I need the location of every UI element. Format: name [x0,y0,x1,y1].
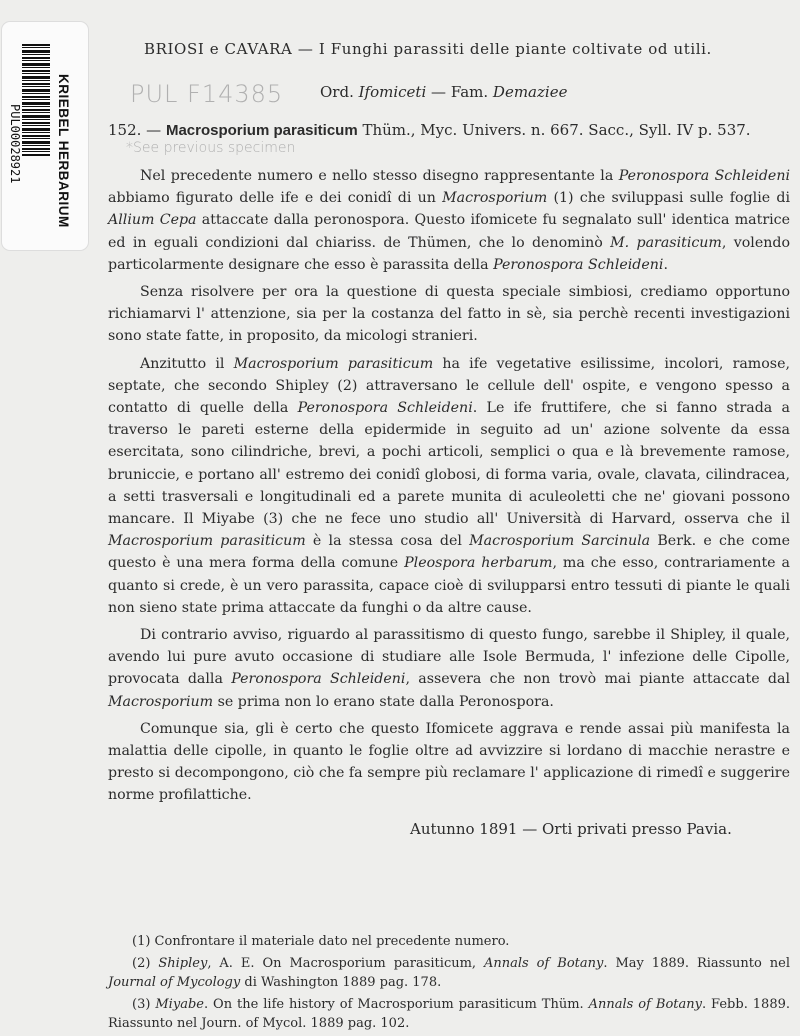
text-run: . [663,256,668,273]
text-run: Senza risolvere per ora la questione di questa speciale simbiosi, crediamo opportuno richiamarvi l' attenzione, sia per la costanza del fatto in sè, sia perchè recenti investigazioni sono state fatte, in proposito, da micologi stranieri. [108,284,790,345]
running-head: BRIOSI e CAVARA — I Funghi parassiti delle piante coltivate od utili. [144,40,712,58]
text-run: , ma che esso, contrariamente a quanto si crede, è un vero parassita, capace cioè di svilupparsi entro tessuti di piante le quali non sieno state prima attaccate da funghi o da altre cause. [108,555,790,616]
text-run: abbiamo figurato delle ife e dei conidî di un [108,190,443,207]
text-run: se prima non lo erano state dalla Peronospora. [213,693,554,710]
text-run: (2) [132,955,159,971]
italic-run: Macrosporium [108,693,214,710]
body-text [108,165,790,812]
italic-run: M. parasiticum [610,234,722,251]
text-run: , assevera che non trovò mai piante attaccate dal [405,671,791,688]
italic-run: Peronospora Schleideni [297,400,473,417]
paragraph [108,353,790,619]
text-run: , A. E. On Macrosporium parasiticum, [207,955,485,971]
entry-heading [108,121,751,139]
paragraph [108,718,790,807]
text-run: . Febb. 1889. Riassunto nel Journ. of Mycol. 1889 pag. 102. [108,996,790,1031]
italic-run: Peronospora Schleideni [618,168,790,184]
italic-run: Journal of Mycology [108,975,241,990]
text-run: Nel precedente numero e nello stesso disegno rappresentante la [140,168,619,184]
entry-number: 152. — [108,121,162,139]
barcode-icon [22,44,50,156]
text-run: . On the life history of Macrosporium parasiticum Thüm. [203,996,589,1012]
footnotes [108,932,790,1036]
specimen-code: PUL00028921 [8,104,22,184]
footnote [108,954,790,993]
italic-run: Macrosporium Sarcinula [469,533,651,550]
entry-citation: Thüm., Myc. Univers. n. 667. Sacc., Syll. IV p. 537. [362,121,751,139]
family-name: Demaziee [492,83,568,101]
paragraph [108,624,790,713]
text-run: (1) che sviluppasi sulle foglie di [547,190,790,207]
text-run: ha ife vegetative esilissime, incolori, ramose, septate, che secondo Shipley (2) attraversano le cellule dell' ospite, e vengono spesso a contatto di quelle della [108,355,790,417]
order-line [320,83,567,101]
italic-run: Pleospora herbarum [404,555,553,572]
text-run: Comunque sia, gli è certo che questo Ifomicete aggrava e rende assai più manifesta la malattia delle cipolle, in quanto le foglie oltre ad avvizzire si lordano di macchie nerastre e presto si decompongono, ciò che fa sempre più reclamare l' applicazione di rimedî e suggerire norme profilattiche. [108,720,790,804]
footnote [108,995,790,1034]
order-label: Ord. [320,83,354,101]
italic-run: Peronospora Schleideni [231,671,406,688]
text-run: è la stessa cosa del [305,533,470,550]
text-run: , volendo particolarmente designare che esso è parassita della [108,234,790,273]
text-run: . Le ife fruttifere, che si fanno strada a traverso le pareti esterne della epidermide in seguito ad un' azione solvente da essa esercitata, sono cilindriche, brevi, a pochi articoli, semplici o qua e là brevemente ramose, bruniccie, e portano all' estremo dei conidî globosi, di forma varia, ovale, clavata, cilindracea, a setti trasversali e longitudinali ed a parete munita di aculeoletti che ne' giovani possono mancare. Il Miyabe (3) che ne fece uno studio all' Università di Harvard, osserva che il [108,400,790,528]
text-run: attaccate dalla peronospora. Questo ifomicete fu segnalato sull' identica matrice ed in eguali condizioni dal chiariss. de Thümen, che lo denominò [108,212,790,251]
text-run: (3) [132,996,156,1012]
paragraph [108,281,790,348]
italic-run: Macrosporium [442,190,548,207]
footnote [108,932,790,952]
italic-run: Peronospora Schleideni [493,256,664,273]
italic-run: Annals of Botany [484,955,604,971]
collection-locality: Autunno 1891 — Orti privati presso Pavia. [410,820,732,838]
family-label: — Fam. [431,83,489,101]
species-name: Macrosporium parasiticum [165,122,358,139]
italic-run: Annals of Botany [588,996,702,1012]
italic-run: Shipley [158,955,208,971]
text-run: . May 1889. Riassunto nel [603,955,790,971]
paragraph [108,165,790,276]
italic-run: Miyabe [155,996,204,1012]
text-run: Anzitutto il [140,355,234,372]
italic-run: Macrosporium parasiticum [108,533,306,550]
text-run: Di contrario avviso, riguardo al parassitismo di questo fungo, sarebbe il Shipley, il quale, avendo lui pure avuto occasione di studiare alle Isole Bermuda, l' infezione delle Cipolle, provocata dalla [108,627,790,688]
handwritten-accession: PUL F14385 [130,80,284,108]
barcode-label [2,22,88,250]
text-run: Berk. e che come questo è una mera forma della comune [108,533,790,572]
italic-run: Allium Cepa [108,212,197,229]
text-run: (1) Confrontare il materiale dato nel precedente numero. [132,934,510,949]
order-name: Ifomiceti [358,83,427,101]
text-run: di Washington 1889 pag. 178. [240,975,442,990]
italic-run: Macrosporium parasiticum [233,355,434,372]
herbarium-name: KRIEBEL HERBARIUM [56,74,71,228]
handwritten-note: *See previous specimen [126,140,296,156]
